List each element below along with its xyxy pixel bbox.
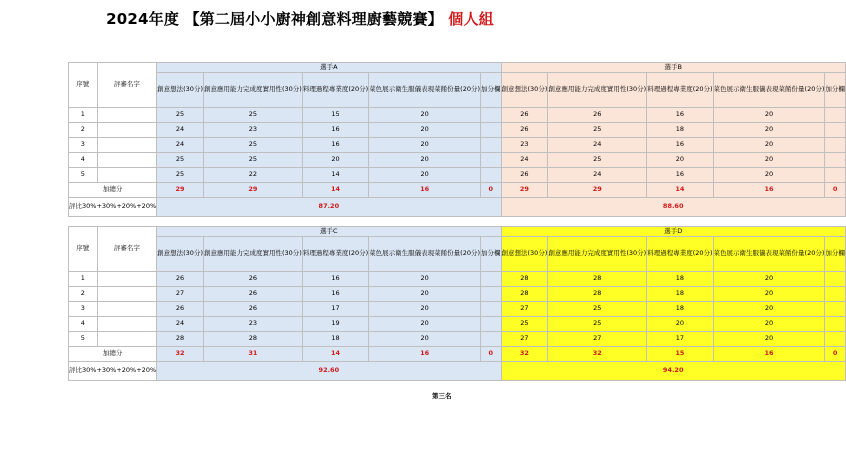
- score-cell: 20: [713, 332, 825, 347]
- score-cell: 25: [548, 123, 647, 138]
- weighted-score: 94.20: [501, 362, 845, 381]
- criteria-header: 料理過程專業度(20分): [647, 237, 713, 272]
- score-cell: 20: [713, 168, 825, 183]
- criteria-header: 菜色展示衛生服儀表現菜餚份量(20分): [369, 237, 481, 272]
- judge-name: [97, 287, 157, 302]
- score-cell: [481, 302, 502, 317]
- score-cell: 24: [157, 123, 204, 138]
- criteria-header: 菜色展示衛生服儀表現菜餚份量(20分): [713, 237, 825, 272]
- score-cell: 26: [548, 108, 647, 123]
- score-cell: 16: [302, 272, 368, 287]
- score-cell: 24: [548, 168, 647, 183]
- criteria-header: 加分欄: [825, 73, 846, 108]
- score-cell: [481, 317, 502, 332]
- judge-name: [97, 138, 157, 153]
- score-cell: [825, 108, 846, 123]
- score-cell: 25: [157, 153, 204, 168]
- contestant-name: 選手C: [157, 227, 501, 237]
- judge-seq: 5: [69, 168, 98, 183]
- total-cell: 0: [825, 347, 846, 362]
- score-cell: 20: [713, 287, 825, 302]
- score-cell: 23: [501, 138, 548, 153]
- judge-header: 評審名字: [97, 227, 157, 272]
- criteria-header: 創意想法(30分): [501, 237, 548, 272]
- score-cell: 27: [548, 332, 647, 347]
- score-cell: 23: [203, 123, 302, 138]
- criteria-header: 加分欄: [481, 73, 502, 108]
- criteria-header: 料理過程專業度(20分): [302, 73, 368, 108]
- total-cell: 0: [481, 347, 502, 362]
- judge-name: [97, 153, 157, 168]
- score-cell: 26: [157, 302, 204, 317]
- criteria-header: 料理過程專業度(20分): [302, 237, 368, 272]
- score-cell: 25: [548, 317, 647, 332]
- contestant-name: 選手D: [501, 227, 845, 237]
- total-cell: 29: [157, 183, 204, 198]
- judge-seq: 2: [69, 123, 98, 138]
- score-cell: 20: [713, 108, 825, 123]
- score-cell: 27: [501, 332, 548, 347]
- rank-note: 第三名: [432, 392, 452, 400]
- total-cell: 31: [203, 347, 302, 362]
- judge-name: [97, 272, 157, 287]
- score-cell: 28: [203, 332, 302, 347]
- score-cell: 20: [713, 153, 825, 168]
- score-cell: 18: [302, 332, 368, 347]
- score-cell: 23: [203, 317, 302, 332]
- score-cell: 26: [157, 272, 204, 287]
- weighted-label: 評比30%+30%+20%+20%: [69, 198, 157, 217]
- weighted-label: 評比30%+30%+20%+20%: [69, 362, 157, 381]
- score-cell: [825, 272, 846, 287]
- score-cell: [825, 287, 846, 302]
- weighted-score: 92.60: [157, 362, 501, 381]
- score-cell: 20: [369, 302, 481, 317]
- total-cell: 32: [548, 347, 647, 362]
- score-cell: 20: [647, 317, 713, 332]
- judge-name: [97, 123, 157, 138]
- total-cell: 29: [501, 183, 548, 198]
- score-cell: 25: [203, 108, 302, 123]
- criteria-header: 料理過程專業度(20分): [647, 73, 713, 108]
- score-cell: 26: [203, 302, 302, 317]
- score-cell: [825, 317, 846, 332]
- score-cell: [481, 123, 502, 138]
- score-cell: 20: [369, 168, 481, 183]
- score-cell: 26: [501, 108, 548, 123]
- score-cell: 25: [548, 153, 647, 168]
- score-cell: 20: [369, 272, 481, 287]
- score-cell: 27: [157, 287, 204, 302]
- score-cell: 16: [647, 108, 713, 123]
- score-cell: [825, 138, 846, 153]
- total-cell: 16: [369, 347, 481, 362]
- score-cell: 20: [647, 153, 713, 168]
- score-cell: 20: [369, 108, 481, 123]
- weighted-score: 88.60: [501, 198, 845, 217]
- score-cell: 25: [157, 108, 204, 123]
- score-cell: 20: [369, 123, 481, 138]
- criteria-header: 菜色展示衛生服儀表現菜餚份量(20分): [369, 73, 481, 108]
- score-cell: [825, 332, 846, 347]
- contestant-name: 選手B: [501, 63, 845, 73]
- total-cell: 32: [501, 347, 548, 362]
- total-cell: 0: [825, 183, 846, 198]
- score-cell: [825, 302, 846, 317]
- seq-header: 序號: [69, 227, 98, 272]
- score-cell: 25: [157, 168, 204, 183]
- judge-seq: 1: [69, 108, 98, 123]
- total-cell: 16: [713, 183, 825, 198]
- score-cell: 26: [501, 168, 548, 183]
- score-cell: 20: [369, 138, 481, 153]
- score-cell: 20: [369, 317, 481, 332]
- total-cell: 14: [302, 347, 368, 362]
- score-cell: [825, 153, 846, 168]
- score-cell: 27: [501, 302, 548, 317]
- judge-name: [97, 108, 157, 123]
- score-table: [68, 226, 846, 381]
- judge-name: [97, 332, 157, 347]
- judge-seq: 3: [69, 138, 98, 153]
- judge-name: [97, 168, 157, 183]
- total-cell: 16: [713, 347, 825, 362]
- score-cell: 24: [157, 317, 204, 332]
- score-cell: [825, 123, 846, 138]
- score-cell: 20: [713, 123, 825, 138]
- score-cell: 18: [647, 272, 713, 287]
- score-cell: 16: [302, 138, 368, 153]
- score-cell: [481, 168, 502, 183]
- score-cell: 20: [369, 153, 481, 168]
- total-cell: 16: [369, 183, 481, 198]
- score-cell: 24: [548, 138, 647, 153]
- score-cell: 17: [647, 332, 713, 347]
- total-cell: 15: [647, 347, 713, 362]
- score-cell: 25: [501, 317, 548, 332]
- judge-seq: 4: [69, 153, 98, 168]
- title-main: 2024年度 【第二屆小小廚神創意料理廚藝競賽】: [106, 10, 443, 28]
- score-cell: 28: [501, 287, 548, 302]
- score-cell: 14: [302, 168, 368, 183]
- total-cell: 0: [481, 183, 502, 198]
- score-cell: 26: [203, 272, 302, 287]
- criteria-header: 創意應用能力完成度實用性(30分): [548, 237, 647, 272]
- score-cell: [481, 108, 502, 123]
- criteria-header: 創意想法(30分): [157, 73, 204, 108]
- score-cell: 28: [548, 272, 647, 287]
- score-cell: 28: [501, 272, 548, 287]
- score-cell: 25: [203, 153, 302, 168]
- score-cell: 24: [157, 138, 204, 153]
- total-cell: 14: [302, 183, 368, 198]
- score-cell: [481, 287, 502, 302]
- total-label: 加總分: [69, 183, 157, 198]
- score-cell: 16: [647, 138, 713, 153]
- score-cell: 16: [302, 287, 368, 302]
- total-label: 加總分: [69, 347, 157, 362]
- score-cell: 20: [369, 332, 481, 347]
- criteria-header: 創意想法(30分): [501, 73, 548, 108]
- criteria-header: 加分欄: [481, 237, 502, 272]
- judge-seq: 1: [69, 272, 98, 287]
- judge-name: [97, 302, 157, 317]
- score-cell: 17: [302, 302, 368, 317]
- score-cell: 15: [302, 108, 368, 123]
- criteria-header: 創意應用能力完成度實用性(30分): [203, 73, 302, 108]
- judge-header: 評審名字: [97, 63, 157, 108]
- total-cell: 32: [157, 347, 204, 362]
- score-cell: 16: [647, 168, 713, 183]
- score-cell: 28: [157, 332, 204, 347]
- judge-seq: 5: [69, 332, 98, 347]
- score-cell: 20: [713, 272, 825, 287]
- score-cell: 18: [647, 287, 713, 302]
- seq-header: 序號: [69, 63, 98, 108]
- judge-name: [97, 317, 157, 332]
- score-cell: 26: [501, 123, 548, 138]
- score-cell: 28: [548, 287, 647, 302]
- judge-seq: 3: [69, 302, 98, 317]
- score-cell: 20: [713, 138, 825, 153]
- score-table: [68, 62, 846, 217]
- total-cell: 14: [647, 183, 713, 198]
- score-cell: [825, 168, 846, 183]
- score-cell: 20: [713, 317, 825, 332]
- contestant-name: 選手A: [157, 63, 501, 73]
- title-group: 個人組: [448, 10, 494, 28]
- total-cell: 29: [548, 183, 647, 198]
- score-cell: 18: [647, 302, 713, 317]
- score-cell: 20: [302, 153, 368, 168]
- judge-seq: 2: [69, 287, 98, 302]
- criteria-header: 創意想法(30分): [157, 237, 204, 272]
- score-cell: 25: [548, 302, 647, 317]
- judge-seq: 4: [69, 317, 98, 332]
- score-cell: 20: [713, 302, 825, 317]
- score-cell: 19: [302, 317, 368, 332]
- score-cell: 20: [369, 287, 481, 302]
- score-cell: 25: [203, 138, 302, 153]
- page-title: [0, 8, 600, 29]
- score-cell: [481, 153, 502, 168]
- weighted-score: 87.20: [157, 198, 501, 217]
- score-cell: 22: [203, 168, 302, 183]
- criteria-header: 菜色展示衛生服儀表現菜餚份量(20分): [713, 73, 825, 108]
- score-cell: 26: [203, 287, 302, 302]
- score-cell: 18: [647, 123, 713, 138]
- score-cell: 24: [501, 153, 548, 168]
- total-cell: 29: [203, 183, 302, 198]
- score-cell: [481, 272, 502, 287]
- criteria-header: 加分欄: [825, 237, 846, 272]
- score-cell: [481, 332, 502, 347]
- criteria-header: 創意應用能力完成度實用性(30分): [203, 237, 302, 272]
- score-cell: 16: [302, 123, 368, 138]
- criteria-header: 創意應用能力完成度實用性(30分): [548, 73, 647, 108]
- score-cell: [481, 138, 502, 153]
